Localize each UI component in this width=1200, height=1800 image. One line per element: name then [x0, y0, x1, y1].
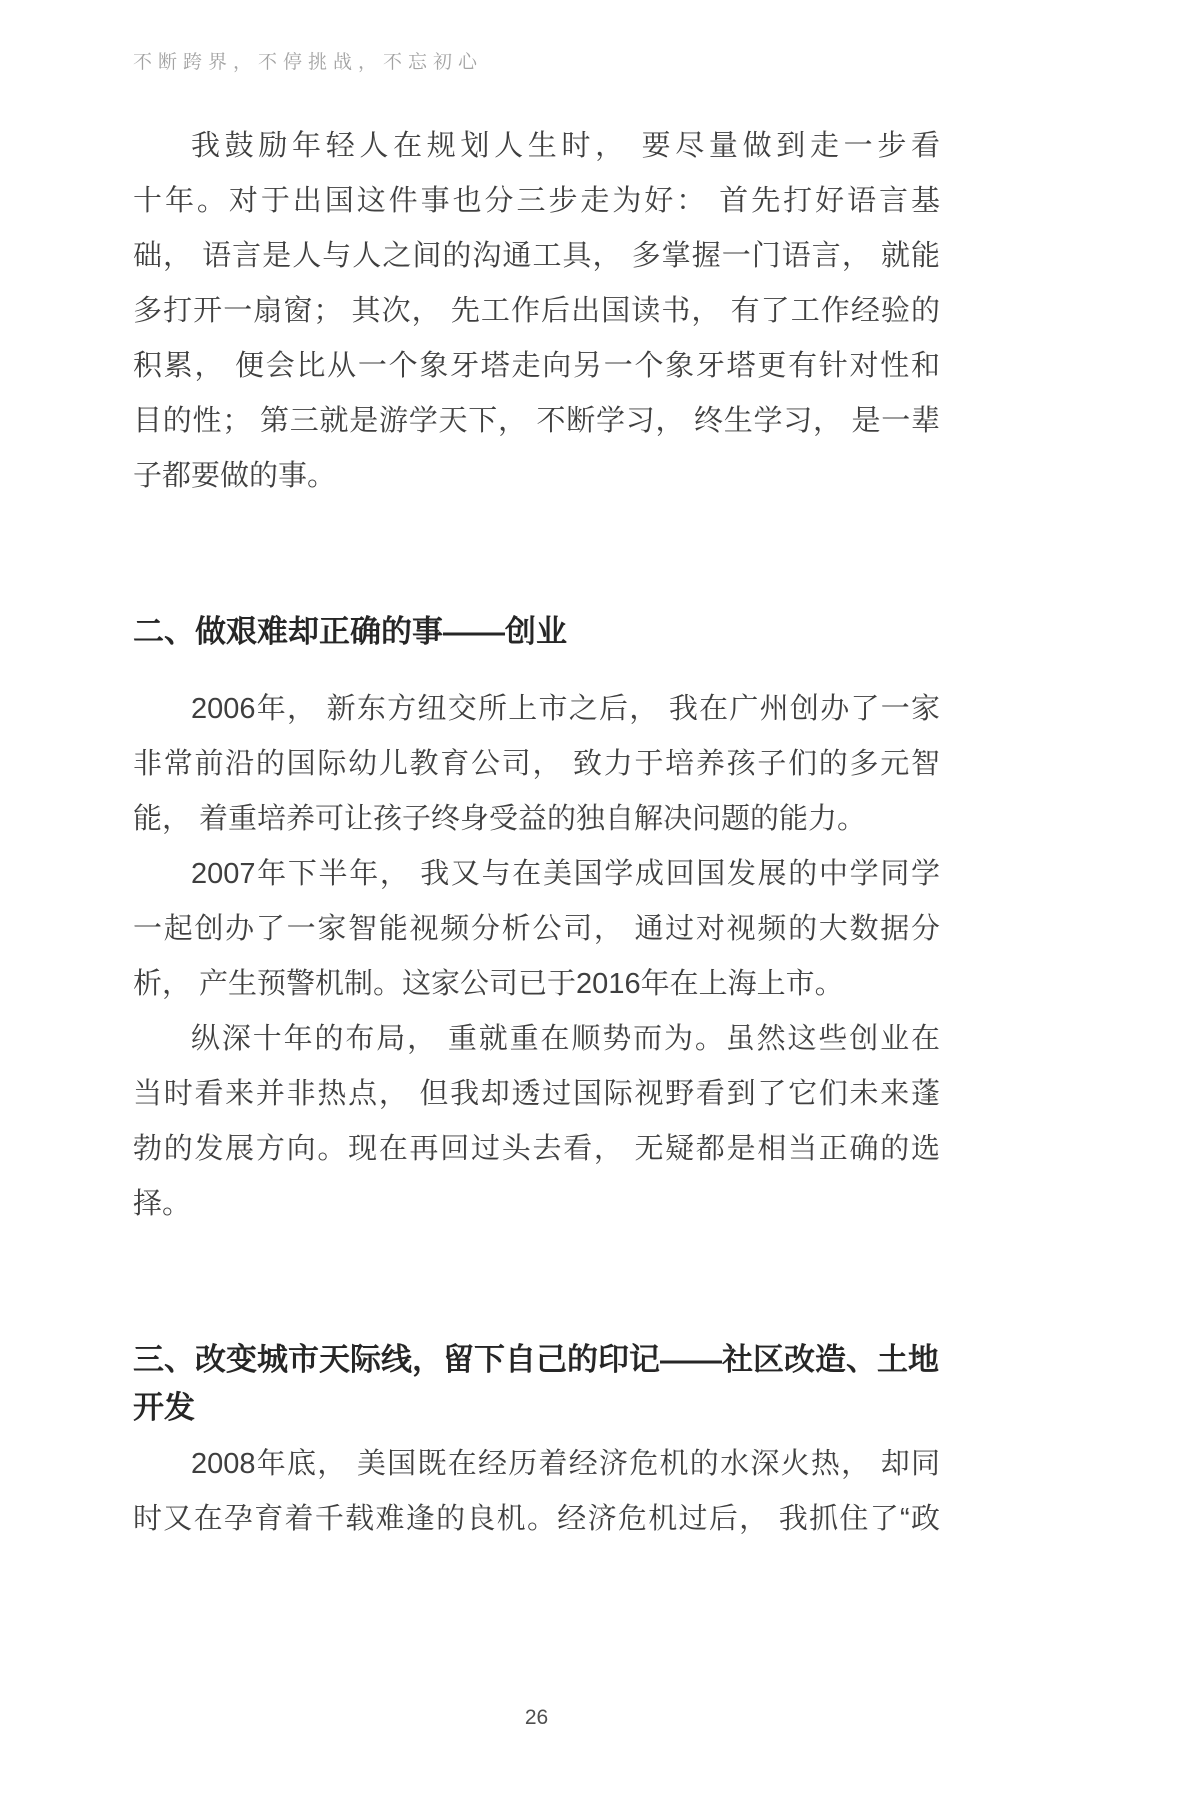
- section-heading-2: 二、做艰难却正确的事——创业: [133, 614, 567, 649]
- heading-line: 开发: [133, 1390, 195, 1425]
- running-header: 不断跨界，不停挑战，不忘初心: [133, 52, 484, 73]
- paragraph-line: 非常前沿的国际幼儿教育公司， 致力于培养孩子们的多元智: [133, 748, 940, 780]
- paragraph-line: 十年。对于出国这件事也分三步走为好： 首先打好语言基: [133, 185, 940, 217]
- paragraph-2: [133, 682, 940, 847]
- paragraph-3: [133, 847, 940, 1012]
- paragraph-4: [133, 1012, 940, 1232]
- paragraph-1: [133, 119, 940, 504]
- paragraph-line: 能， 着重培养可让孩子终身受益的独自解决问题的能力。: [133, 803, 867, 835]
- paragraph-line: 2006年， 新东方纽交所上市之后， 我在广州创办了一家: [191, 693, 940, 725]
- paragraph-line: 目的性； 第三就是游学天下， 不断学习， 终生学习， 是一辈: [133, 405, 940, 437]
- paragraph-line: 一起创办了一家智能视频分析公司， 通过对视频的大数据分: [133, 913, 940, 945]
- paragraph-line: 择。: [133, 1188, 192, 1220]
- paragraph-line: 础， 语言是人与人之间的沟通工具， 多掌握一门语言， 就能: [133, 240, 940, 272]
- paragraph-line: 当时看来并非热点， 但我却透过国际视野看到了它们未来蓬: [133, 1078, 940, 1110]
- paragraph-line: 析， 产生预警机制。这家公司已于2016年在上海上市。: [133, 968, 844, 1000]
- paragraph-line: 2008年底， 美国既在经历着经济危机的水深火热， 却同: [191, 1448, 940, 1480]
- page-content-column: [133, 0, 940, 1547]
- paragraph-5: [133, 1437, 940, 1547]
- heading-line: 三、改变城市天际线，留下自己的印记——社区改造、土地: [133, 1342, 939, 1377]
- paragraph-line: 子都要做的事。: [133, 460, 337, 492]
- paragraph-line: 纵深十年的布局， 重就重在顺势而为。虽然这些创业在: [191, 1023, 940, 1055]
- paragraph-line: 积累， 便会比从一个象牙塔走向另一个象牙塔更有针对性和: [133, 350, 940, 382]
- paragraph-line: 多打开一扇窗； 其次， 先工作后出国读书， 有了工作经验的: [133, 295, 940, 327]
- paragraph-line: 时又在孕育着千载难逢的良机。经济危机过后， 我抓住了“政: [133, 1503, 940, 1535]
- paragraph-line: 2007年下半年， 我又与在美国学成回国发展的中学同学: [191, 858, 940, 890]
- page-number: 26: [524, 1706, 549, 1729]
- section-heading-3: [133, 1336, 940, 1432]
- paragraph-line: 我鼓励年轻人在规划人生时， 要尽量做到走一步看: [191, 130, 940, 162]
- paragraph-line: 勃的发展方向。现在再回过头去看， 无疑都是相当正确的选: [133, 1133, 940, 1165]
